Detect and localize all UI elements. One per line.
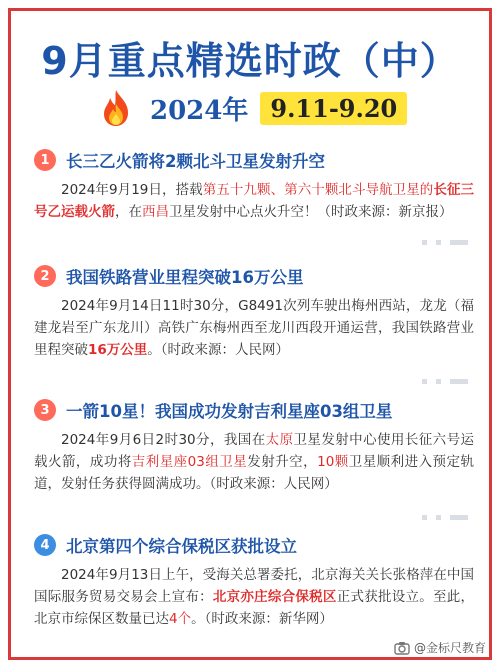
- year-label: 2024年: [150, 95, 249, 126]
- item-number-badge: 1: [34, 149, 56, 171]
- page-title: 9月重点精选时政（中）: [41, 39, 459, 83]
- fire-icon: [98, 88, 134, 128]
- item-body: 2024年9月19日，搭载第五十九颗、第六十颗北斗导航卫星的长征三号乙运载火箭，在西昌卫星发射中心点火升空！（时政来源：新京报）: [34, 182, 475, 220]
- item-title: 北京第四个综合保税区获批设立: [66, 537, 297, 556]
- watermark: [394, 639, 486, 656]
- divider-dots: [450, 515, 468, 520]
- date-range-badge: 9.11-9.20: [260, 92, 407, 125]
- item-title: 长三乙火箭将2颗北斗卫星发射升空: [66, 152, 325, 171]
- news-item-1: [34, 146, 474, 223]
- item-title: 我国铁路营业里程突破16万公里: [66, 268, 304, 287]
- divider-dots: [450, 240, 468, 245]
- item-body: 2024年9月14日11时30分，G8491次列车驶出梅州西站，龙龙（福建龙岩至广东龙川）高铁广东梅州西至龙川西段开通运营，我国铁路营业里程突破16万公里。（时政来源：人民网）: [34, 298, 474, 358]
- item-body: 2024年9月13日上午，受海关总署委托，北京海关关长张格萍在中国国际服务贸易交易会上宣布：北京亦庄综合保税区正式获批设立。至此，北京市综保区数量已达4个。（时政来源：新华网）: [34, 567, 475, 627]
- item-number-badge: 4: [34, 534, 56, 556]
- camera-icon: [394, 640, 410, 656]
- item-body: 2024年9月6日2时30分，我国在太原卫星发射中心使用长征六号运载火箭，成功将吉利星座03组卫星发射升空，10颗卫星顺利进入预定轨道，发射任务获得圆满成功。（时政来源：人民网）: [34, 432, 475, 492]
- item-title: 一箭10星！我国成功发射吉利星座03组卫星: [66, 402, 393, 421]
- news-item-4: [34, 531, 474, 630]
- item-number-badge: 2: [34, 265, 56, 287]
- news-item-3: [34, 396, 474, 495]
- item-number-badge: 3: [34, 399, 56, 421]
- divider-dots: [450, 379, 468, 384]
- watermark-text: @金标尺教育: [413, 641, 486, 655]
- date-line: [98, 88, 407, 128]
- news-item-2: [34, 262, 474, 361]
